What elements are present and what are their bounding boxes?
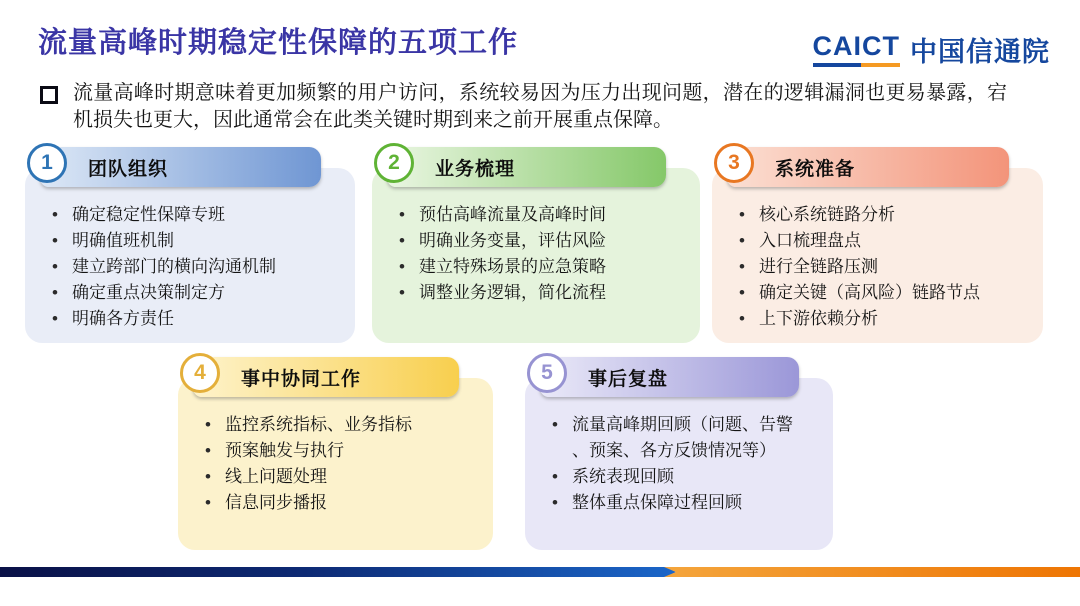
card-item: • 整体重点保障过程回顾	[545, 490, 807, 516]
card-system-preparation	[712, 143, 1043, 343]
intro-text: 流量高峰时期意味着更加频繁的用户访问，系统较易因为压力出现问题，潜在的逻辑漏洞也更易暴露，宕机损失也更大，因此通常会在此类关键时期到来之前开展重点保障。	[73, 82, 1007, 131]
card-item-list	[198, 412, 467, 516]
card-item: • 建立特殊场景的应急策略	[392, 254, 674, 280]
square-bullet-icon	[40, 86, 58, 104]
card-number-badge: 2	[374, 143, 414, 183]
footer-bar-blue	[0, 567, 676, 577]
card-number-badge: 3	[714, 143, 754, 183]
intro-paragraph	[40, 80, 1007, 134]
card-item: • 流量高峰期回顾（问题、告警、预案、各方反馈情况等）	[545, 412, 807, 464]
card-body	[25, 168, 355, 343]
card-body	[712, 168, 1043, 343]
caict-underline	[813, 63, 901, 67]
card-body	[372, 168, 700, 343]
card-item: • 建立跨部门的横向沟通机制	[45, 254, 329, 280]
card-item: • 调整业务逻辑，简化流程	[392, 280, 674, 306]
card-item: • 明确值班机制	[45, 228, 329, 254]
card-item: • 核心系统链路分析	[732, 202, 1017, 228]
card-header: 事后复盘	[540, 357, 799, 397]
card-item: • 监控系统指标、业务指标	[198, 412, 467, 438]
caict-acronym-text: CAICT	[812, 30, 900, 61]
card-item: • 进行全链路压测	[732, 254, 1017, 280]
card-body	[525, 378, 833, 550]
card-item: • 线上问题处理	[198, 464, 467, 490]
card-item: • 确定重点决策制定方	[45, 280, 329, 306]
card-post-event-review	[525, 353, 833, 550]
org-name: 中国信通院	[910, 37, 1050, 67]
card-item: • 明确各方责任	[45, 306, 329, 332]
card-team-organization	[25, 143, 355, 343]
card-header: 业务梳理	[387, 147, 666, 187]
card-item: • 预案触发与执行	[198, 438, 467, 464]
card-item: • 入口梳理盘点	[732, 228, 1017, 254]
card-item: • 预估高峰流量及高峰时间	[392, 202, 674, 228]
card-number-badge: 5	[527, 353, 567, 393]
card-item: • 明确业务变量，评估风险	[392, 228, 674, 254]
card-item: • 确定稳定性保障专班	[45, 202, 329, 228]
caict-acronym	[812, 30, 901, 67]
card-item: • 系统表现回顾	[545, 464, 807, 490]
card-item-list	[392, 202, 674, 306]
card-number-badge: 1	[27, 143, 67, 183]
card-header: 系统准备	[727, 147, 1009, 187]
card-in-event-collaboration	[178, 353, 493, 550]
card-header: 事中协同工作	[193, 357, 459, 397]
card-business-review	[372, 143, 700, 343]
card-body	[178, 378, 493, 550]
org-logo	[813, 30, 1051, 69]
card-item: • 信息同步播报	[198, 490, 467, 516]
card-number-badge: 4	[180, 353, 220, 393]
card-item-list	[545, 412, 807, 516]
card-item: • 上下游依赖分析	[732, 306, 1017, 332]
slide-title: 流量高峰时期稳定性保障的五项工作	[38, 27, 519, 59]
card-header: 团队组织	[40, 147, 321, 187]
card-item-list	[732, 202, 1017, 332]
card-item: • 确定关键（高风险）链路节点	[732, 280, 1017, 306]
footer-bar-orange	[664, 567, 1080, 577]
card-item-list	[45, 202, 329, 332]
